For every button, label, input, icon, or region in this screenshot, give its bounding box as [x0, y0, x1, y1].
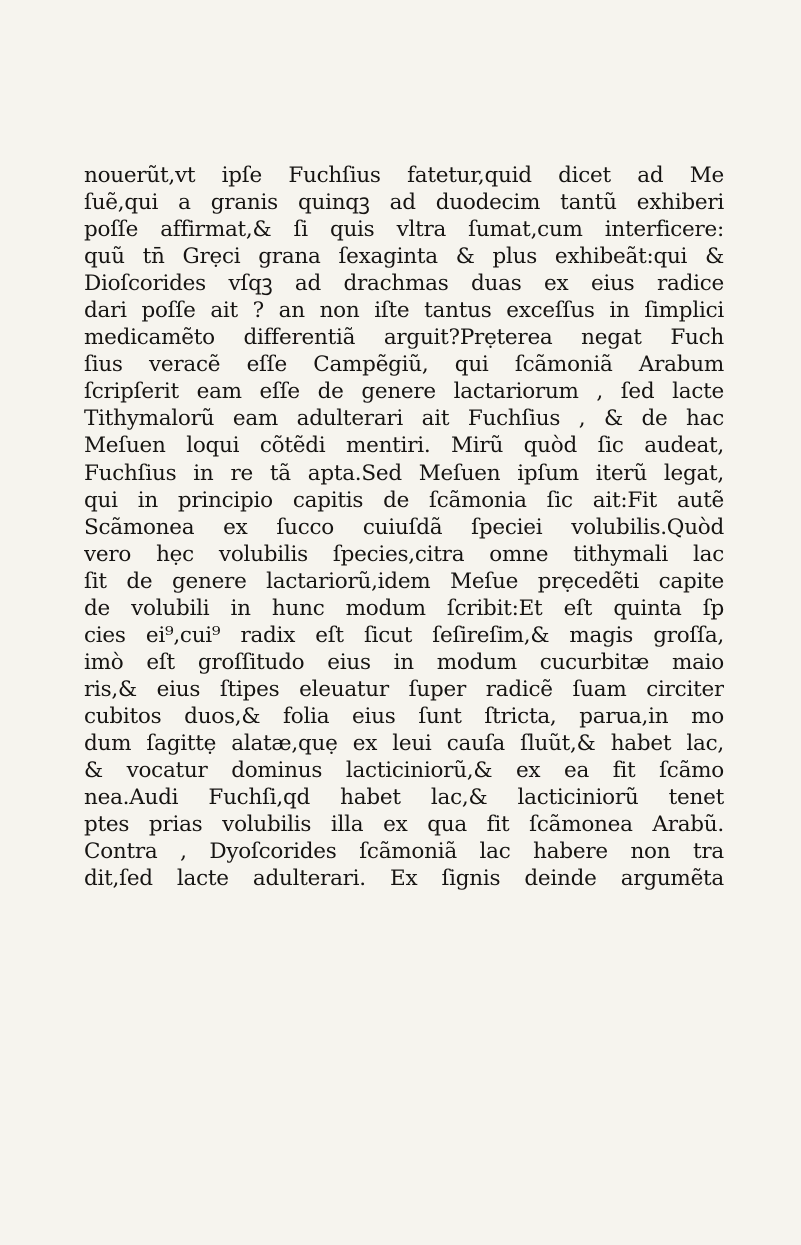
text-line-21: cubitos duos,& folia eius ſunt ſtricta, parua,in mo — [84, 703, 724, 729]
text-line-5: Dioſcorides vſqꝫ ad drachmas duas ex eius radice — [84, 271, 724, 297]
text-line-22: dum ſagittẹ alatæ,quẹ ex leui cauſa ſluũt,& habet lac, — [84, 730, 724, 756]
text-line-12: Fuchſius in re tã apta.Sed Meſuen ipſum iterũ legat, — [84, 460, 724, 486]
text-line-7: medicamẽto differentiã arguit?Prẹterea negat Fuch — [84, 325, 724, 351]
text-line-11: Meſuen loqui cõtẽdi mentiri. Mirũ quòd ſic audeat, — [84, 433, 724, 459]
text-line-9: ſcripſerit eam eſſe de genere lactariorum , ſed lacte — [84, 379, 724, 405]
text-line-15: vero hẹc volubilis ſpecies,citra omne tithymali lac — [84, 541, 724, 567]
text-line-14: Scãmonea ex ſucco cuiuſdã ſpeciei volubilis.Quòd — [84, 514, 724, 540]
text-line-1: nouerũt,vt ipſe Fuchſius fatetur,quid dicet ad Me — [84, 163, 724, 188]
text-line-26: Contra , Dyoſcorides ſcãmoniã lac habere non tra — [84, 839, 724, 865]
text-line-18: cies ei⁹,cui⁹ radix eſt ſicut ſeſireſim,& magis groſſa, — [84, 622, 724, 648]
latin-text-block — [84, 162, 724, 892]
text-line-24: nea.Audi Fuchſi,qd habet lac,& lacticiniorũ tenet — [84, 785, 724, 811]
text-line-25: ptes prias volubilis illa ex qua fit ſcãmonea Arabũ. — [84, 812, 724, 838]
text-line-23: & vocatur dominus lacticiniorũ,& ex ea fit ſcãmo — [84, 758, 724, 784]
text-line-2: ſuẽ,qui a granis quinqꝫ ad duodecim tantũ exhiberi — [84, 190, 724, 216]
text-line-10: Tithymalorũ eam adulterari ait Fuchſius , & de hac — [84, 406, 724, 432]
text-line-13: qui in principio capitis de ſcãmonia ſic ait:Fit autẽ — [84, 487, 724, 513]
text-line-27: dit,ſed lacte adulterari. Ex ſignis deinde argumẽta — [84, 866, 724, 892]
text-line-8: ſius veracẽ eſſe Campẽgiũ, qui ſcãmoniã Arabum — [84, 352, 724, 378]
text-line-19: imò eſt groſſitudo eius in modum cucurbitæ maio — [84, 649, 724, 675]
text-line-16: ſit de genere lactariorũ,idem Meſue prẹcedẽti capite — [84, 568, 724, 594]
text-line-17: de volubili in hunc modum ſcribit:Et eſt quinta ſp — [84, 595, 724, 621]
text-line-3: poſſe affirmat,& ſi quis vltra ſumat,cum interficere: — [84, 217, 724, 243]
text-line-4: quũ tn̄ Grẹci grana ſexaginta & plus exhibeãt:qui & — [84, 244, 724, 270]
text-line-6: dari poſſe ait ? an non iſte tantus exceſſus in ſimplici — [84, 298, 724, 324]
text-line-20: ris,& eius ſtipes eleuatur ſuper radicẽ ſuam circiter — [84, 676, 724, 702]
